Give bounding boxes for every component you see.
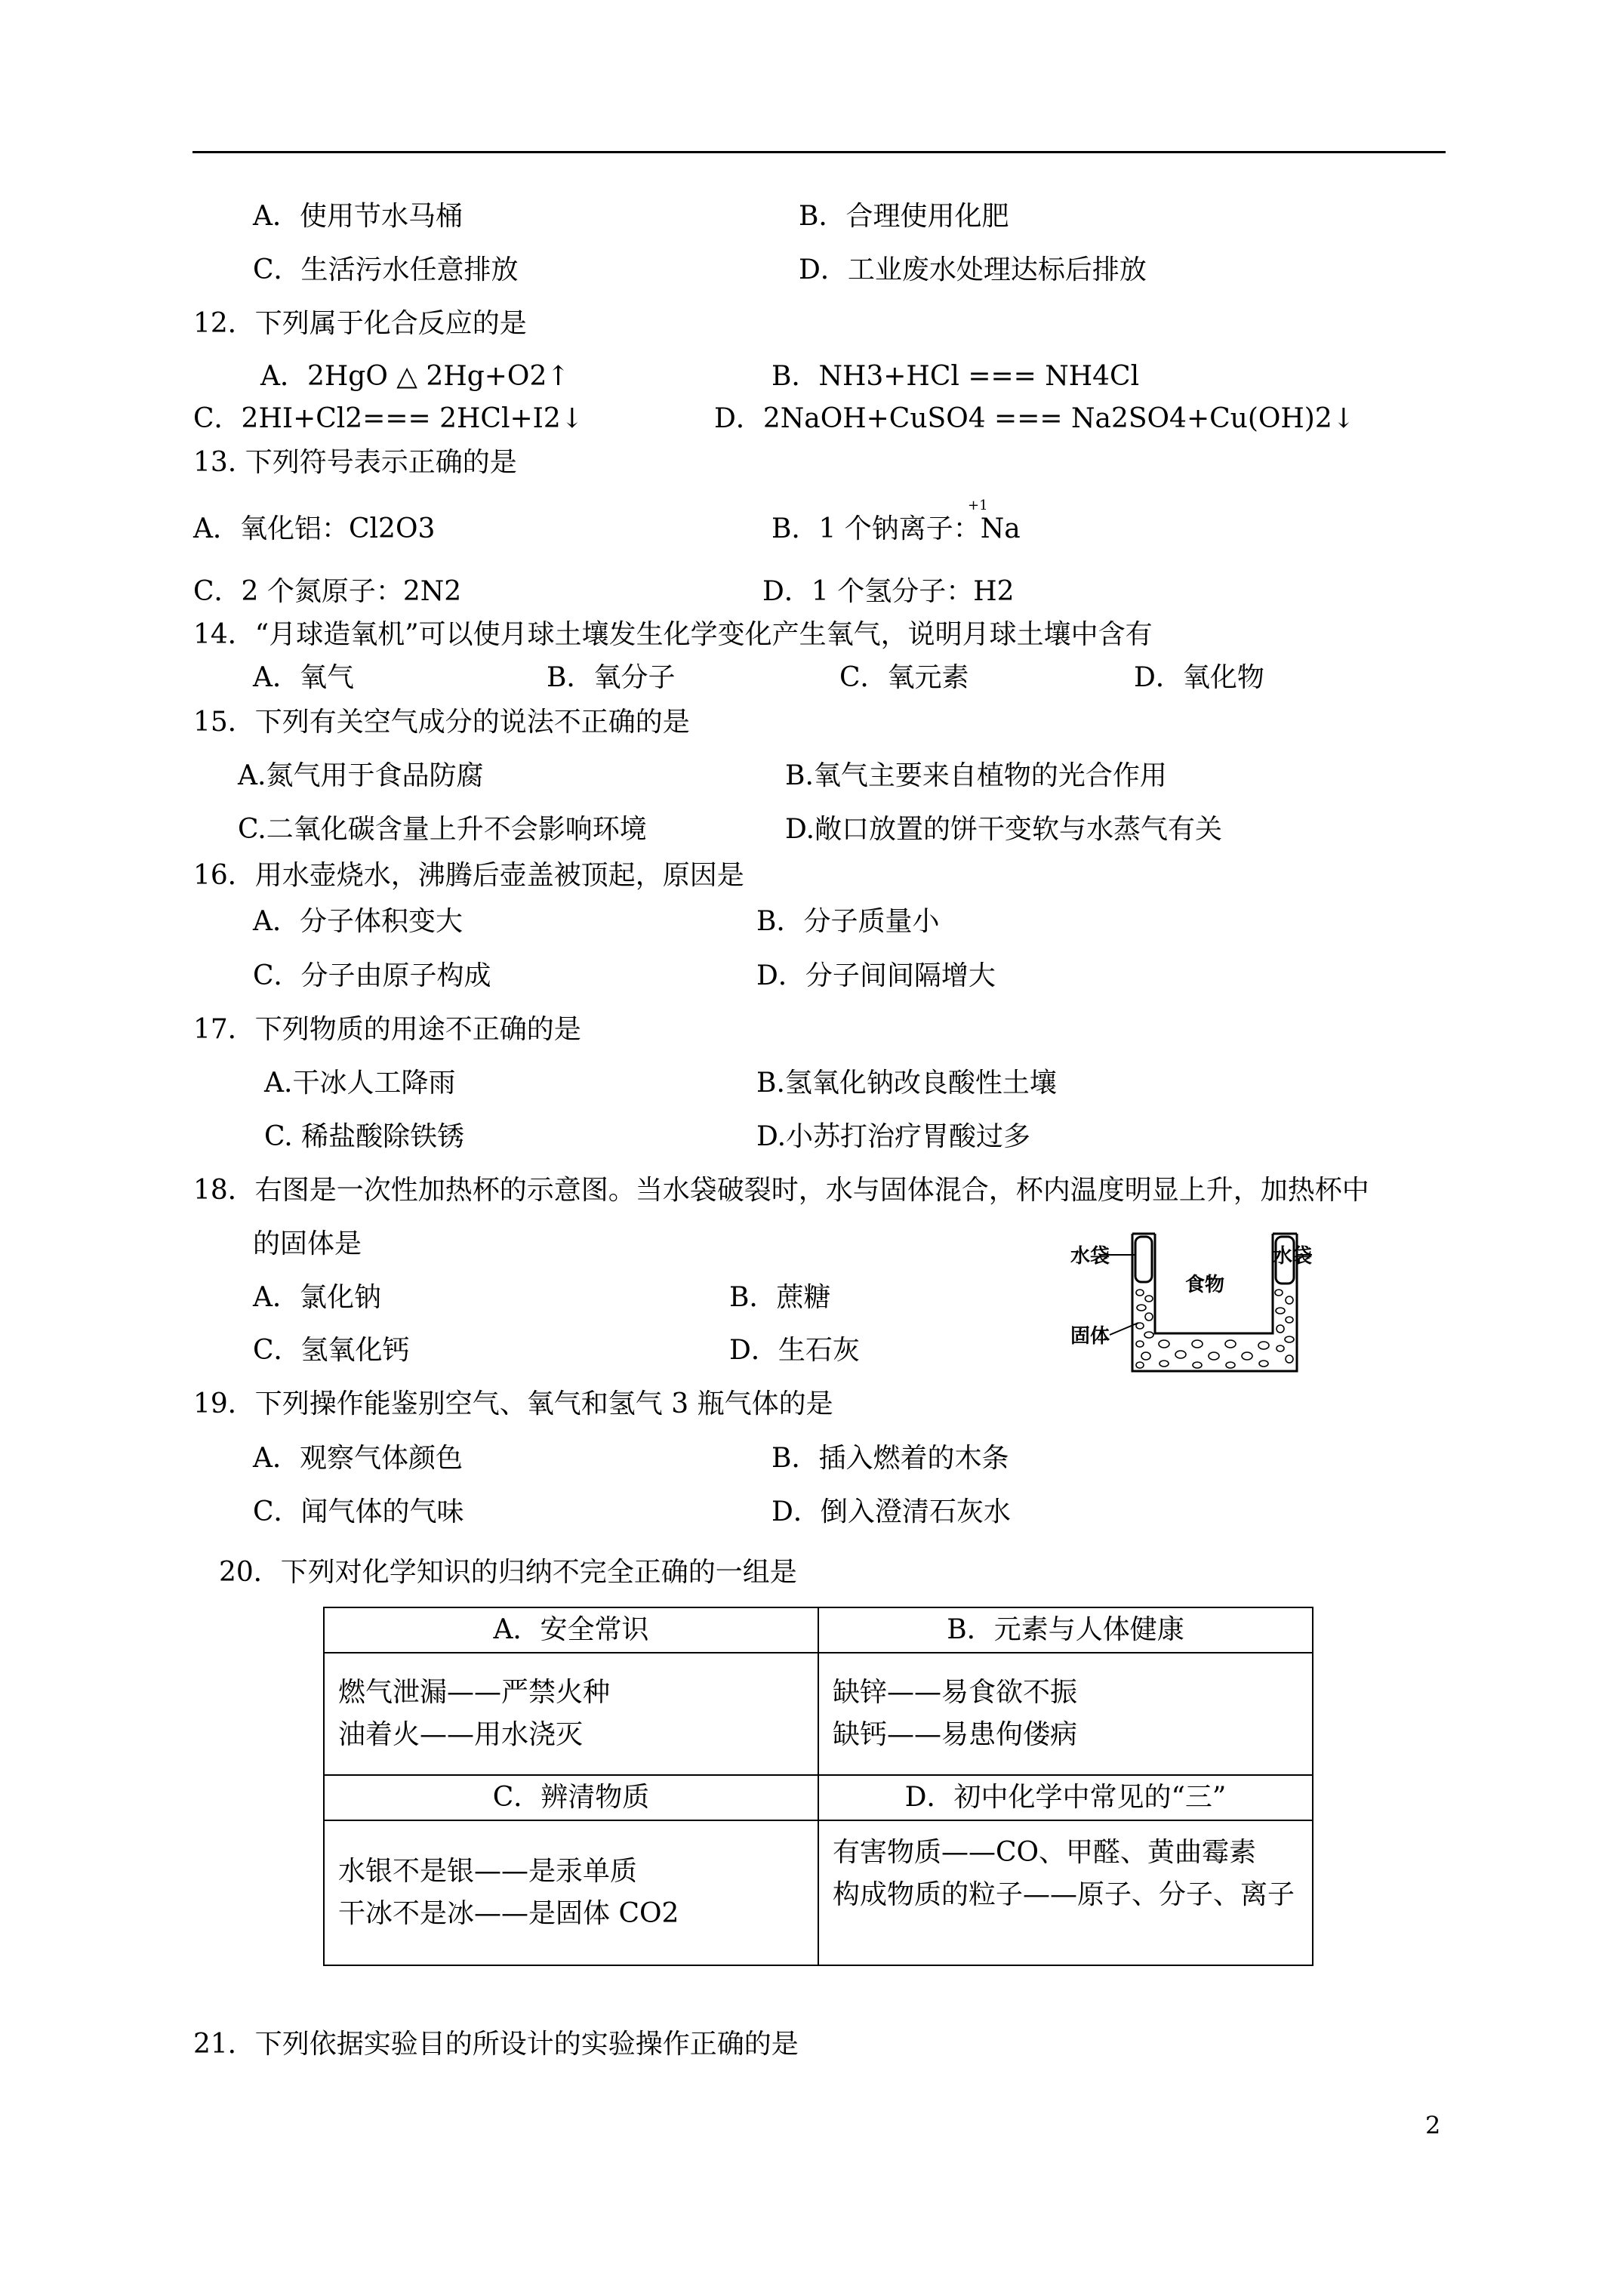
q16-option-b: B．分子质量小 xyxy=(756,906,940,937)
solid-granules xyxy=(1136,1290,1294,1368)
q19-stem: 19．下列操作能鉴别空气、氧气和氢气 3 瓶气体的是 xyxy=(193,1388,833,1419)
table-head-c: C．辨清物质 xyxy=(324,1775,818,1820)
q19-option-a: A．观察气体颜色 xyxy=(253,1443,463,1474)
q15-option-a: A.氮气用于食品防腐 xyxy=(238,760,484,791)
q16-option-c: C．分子由原子构成 xyxy=(253,960,491,991)
table-b-line-1: 缺锌——易食欲不振 xyxy=(833,1677,1078,1708)
q18-option-c: C．氢氧化钙 xyxy=(253,1335,410,1366)
label-right-water-bag: 水袋 xyxy=(1273,1245,1313,1268)
q14-option-b: B．氧分子 xyxy=(547,662,676,693)
page-number: 2 xyxy=(1425,2111,1441,2140)
table-cell-c xyxy=(324,1820,818,1965)
q18-stem-continued: 的固体是 xyxy=(253,1228,362,1259)
solid-pointer xyxy=(1110,1323,1138,1335)
q20-knowledge-table xyxy=(323,1607,1313,1966)
q18-option-b: B．蔗糖 xyxy=(729,1282,831,1313)
table-a-line-2: 油着火——用水浇灭 xyxy=(338,1719,584,1750)
q12-option-c: C．2HI+Cl2=== 2HCl+I2↓ xyxy=(193,403,584,434)
table-cell-d xyxy=(818,1820,1313,1965)
table-cell-b xyxy=(818,1653,1313,1775)
q15-option-b: B.氧气主要来自植物的光合作用 xyxy=(785,760,1167,791)
q17-option-d: D.小苏打治疗胃酸过多 xyxy=(756,1121,1031,1152)
table-b-line-2: 缺钙——易患佝偻病 xyxy=(833,1719,1078,1750)
q21-stem: 21．下列依据实验目的所设计的实验操作正确的是 xyxy=(193,2029,799,2060)
q16-option-a: A．分子体积变大 xyxy=(253,906,463,937)
q17-option-c: C. 稀盐酸除铁锈 xyxy=(264,1121,465,1152)
q12-option-b: B．NH3+HCl === NH4Cl xyxy=(771,361,1140,392)
q15-stem: 15．下列有关空气成分的说法不正确的是 xyxy=(193,707,690,738)
table-c-line-1: 水银不是银——是汞单质 xyxy=(338,1856,638,1887)
table-d-line-2: 构成物质的粒子——原子、分子、离子 xyxy=(833,1879,1295,1910)
charge-superscript: +1 xyxy=(968,498,988,513)
table-a-line-1: 燃气泄漏——严禁火种 xyxy=(338,1677,611,1708)
label-food: 食物 xyxy=(1185,1274,1225,1296)
q17-stem: 17．下列物质的用途不正确的是 xyxy=(193,1014,581,1045)
q17-option-b: B.氢氧化钠改良酸性土壤 xyxy=(756,1068,1057,1099)
q16-option-d: D．分子间间隔增大 xyxy=(756,960,996,991)
q14-option-a: A．氧气 xyxy=(253,662,354,693)
q14-option-d: D．氧化物 xyxy=(1134,662,1264,693)
q11-option-b: B．合理使用化肥 xyxy=(799,201,1009,232)
q14-stem: 14．“月球造氧机”可以使月球土壤发生化学变化产生氧气，说明月球土壤中含有 xyxy=(193,619,1153,650)
table-cell-a xyxy=(324,1653,818,1775)
q13-option-c: C．2 个氮原子：2N2 xyxy=(193,576,462,607)
q11-option-c: C．生活污水任意排放 xyxy=(253,254,519,285)
q17-option-a: A.干冰人工降雨 xyxy=(264,1068,456,1099)
q18-option-d: D．生石灰 xyxy=(729,1335,860,1366)
q13-option-d: D．1 个氢分子：H2 xyxy=(762,576,1015,607)
table-d-line-1: 有害物质——CO、甲醛、黄曲霉素 xyxy=(833,1837,1257,1868)
q15-option-d: D.敞口放置的饼干变软与水蒸气有关 xyxy=(785,814,1223,845)
table-c-line-2: 干冰不是冰——是固体 CO2 xyxy=(338,1898,679,1929)
q19-option-d: D．倒入澄清石灰水 xyxy=(771,1496,1011,1527)
q18-stem: 18．右图是一次性加热杯的示意图。当水袋破裂时，水与固体混合，杯内温度明显上升，加热杯中 xyxy=(193,1175,1369,1206)
q12-option-a: A．2HgO △ 2Hg+O2↑ xyxy=(260,361,570,392)
q18-option-a: A．氯化钠 xyxy=(253,1282,381,1313)
q13-option-a: A．氧化铝：Cl2O3 xyxy=(193,513,436,544)
q15-option-c: C.二氧化碳含量上升不会影响环境 xyxy=(238,814,647,845)
q20-stem: 20．下列对化学知识的归纳不完全正确的一组是 xyxy=(219,1557,797,1588)
q14-option-c: C．氧元素 xyxy=(839,662,969,693)
label-left-water-bag: 水袋 xyxy=(1070,1245,1110,1268)
q12-option-d: D．2NaOH+CuSO4 === Na2SO4+Cu(OH)2↓ xyxy=(714,403,1355,434)
q13-option-b: B．1 个钠离子：Na xyxy=(771,513,1021,544)
q19-option-b: B．插入燃着的木条 xyxy=(771,1443,1009,1474)
table-head-b: B．元素与人体健康 xyxy=(818,1607,1313,1653)
header-rule xyxy=(192,151,1446,153)
q16-stem: 16．用水壶烧水，沸腾后壶盖被顶起，原因是 xyxy=(193,860,744,891)
table-head-a: A．安全常识 xyxy=(324,1607,818,1653)
table-head-d: D．初中化学中常见的“三” xyxy=(818,1775,1313,1820)
q11-option-a: A．使用节水马桶 xyxy=(253,201,463,232)
q12-stem: 12．下列属于化合反应的是 xyxy=(193,308,527,339)
left-water-bag xyxy=(1135,1237,1152,1282)
q11-option-d: D．工业废水处理达标后排放 xyxy=(799,254,1147,285)
q13-stem: 13. 下列符号表示正确的是 xyxy=(193,447,517,478)
q19-option-c: C．闻气体的气味 xyxy=(253,1496,464,1527)
label-solid: 固体 xyxy=(1070,1325,1110,1348)
heating-cup-diagram xyxy=(1070,1223,1320,1374)
